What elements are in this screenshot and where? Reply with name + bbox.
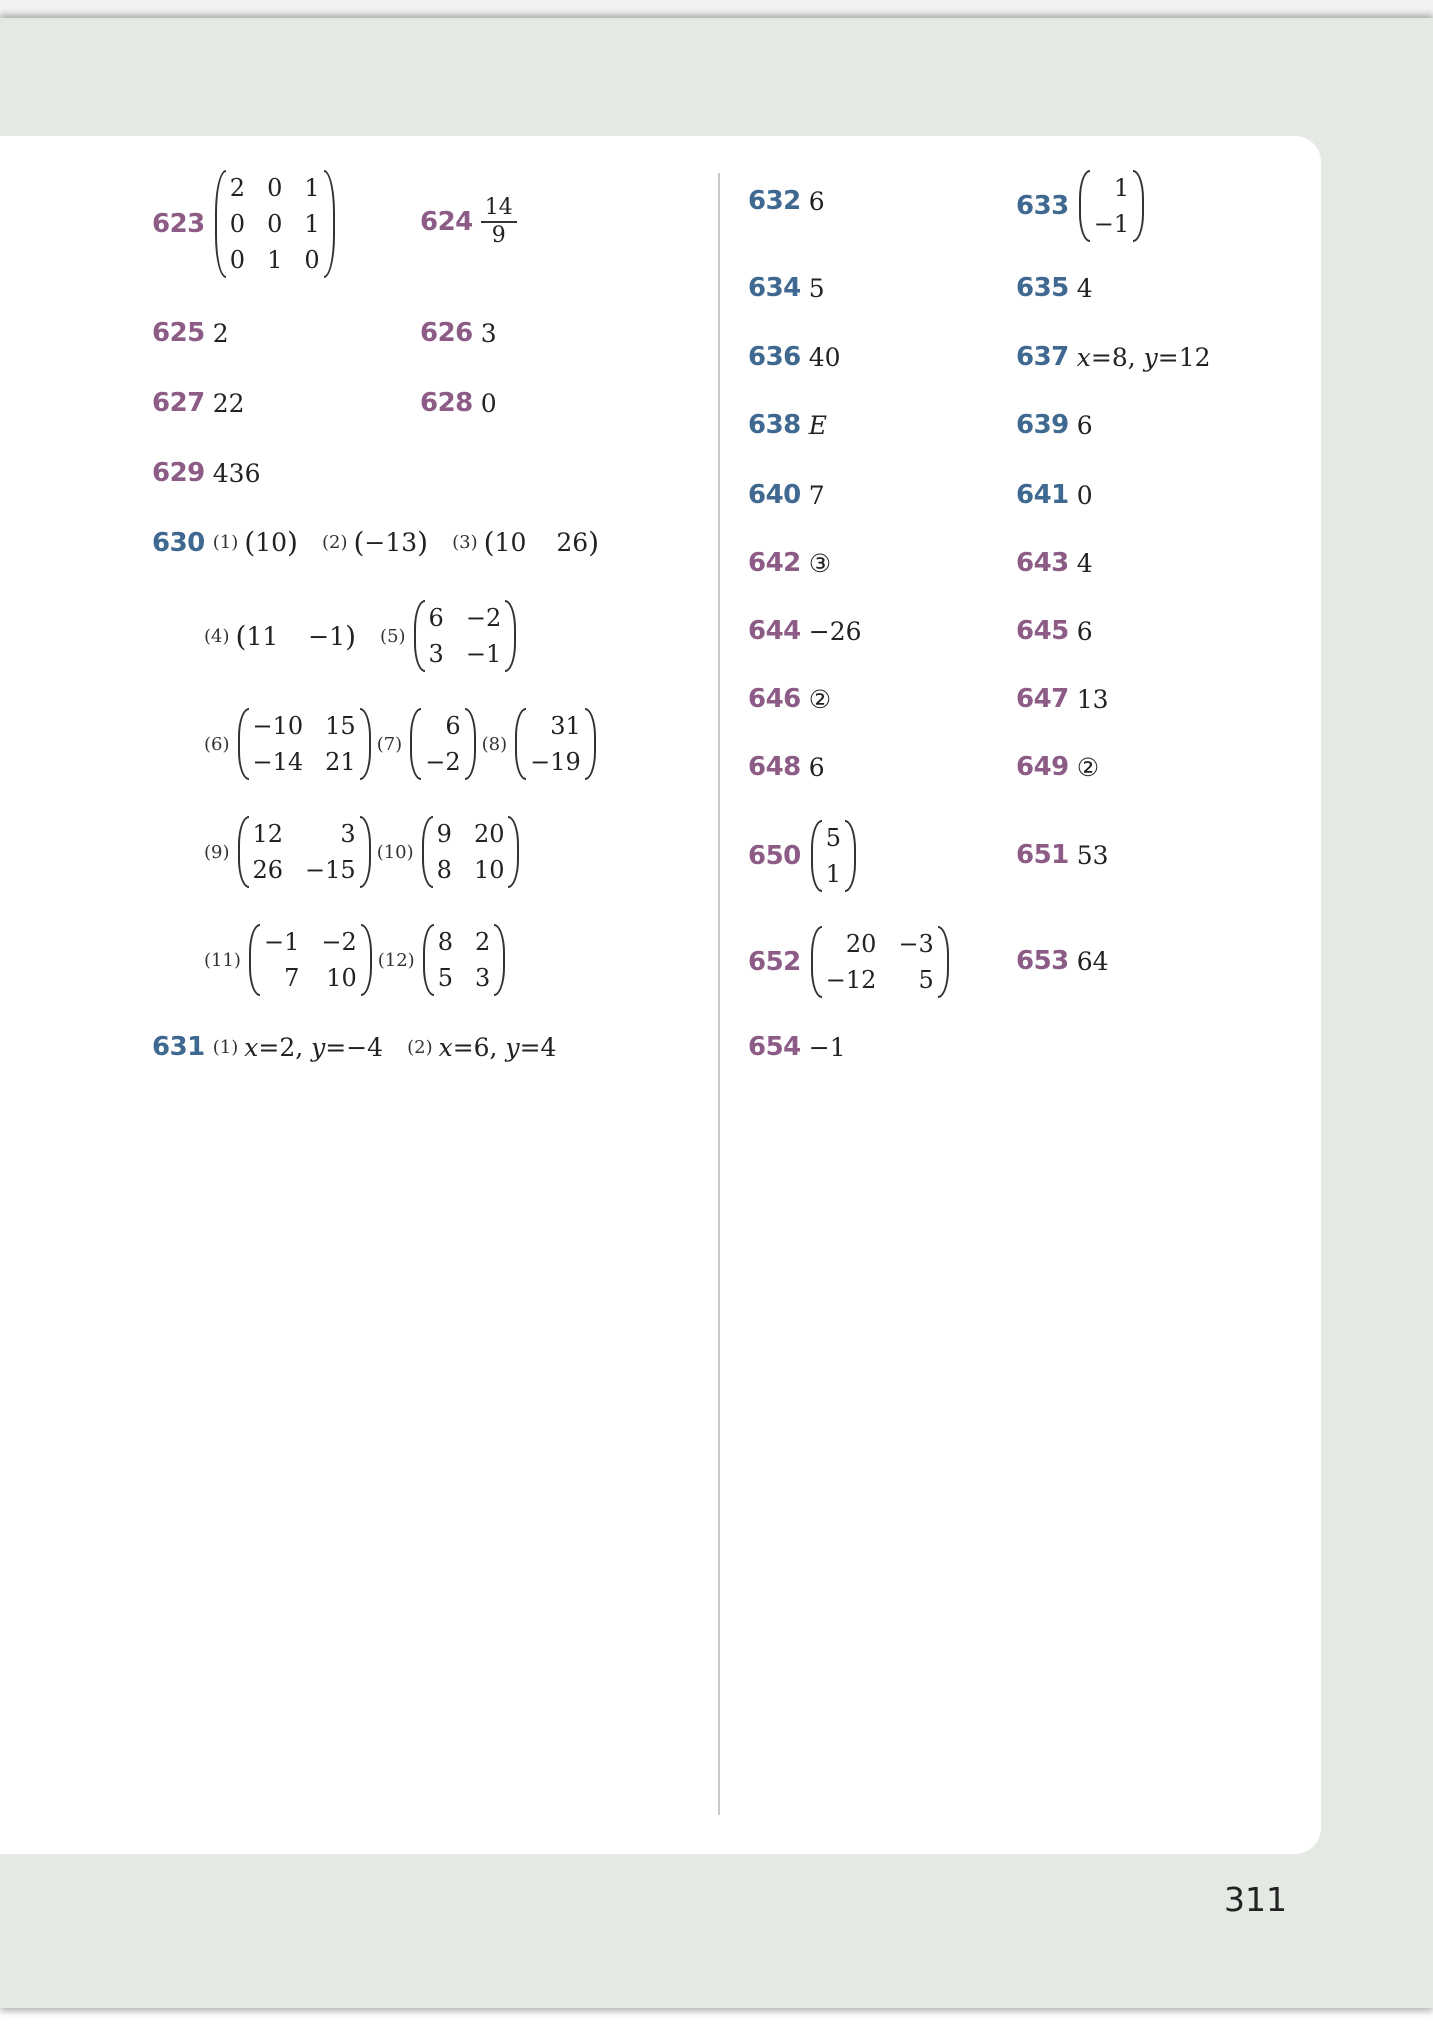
- answer-649: [1016, 752, 1099, 782]
- answer-631: [152, 1032, 556, 1062]
- matrix-grid: [526, 708, 585, 780]
- matrix-entry: −1: [1093, 210, 1130, 238]
- answer-626: [420, 318, 497, 348]
- row-vector: ( 10 26 ): [483, 526, 600, 559]
- question-number: 624: [420, 207, 473, 237]
- answer-635: [1016, 273, 1093, 303]
- answer-value: 22: [212, 388, 245, 418]
- top-strip: [0, 0, 1433, 18]
- matrix-entry: −10: [252, 712, 304, 740]
- answer-value: 13: [1076, 684, 1109, 714]
- answer-653: [1016, 946, 1109, 976]
- matrix-entry: 1: [267, 246, 283, 274]
- answer-value: 6: [808, 186, 825, 216]
- matrix-entry: 0: [304, 246, 320, 274]
- matrix-entry: −14: [252, 748, 304, 776]
- answer-627: [152, 388, 245, 418]
- answer-633: [1016, 170, 1146, 242]
- right-paren: [360, 816, 371, 888]
- matrix: [1079, 170, 1144, 242]
- right-paren: [360, 708, 371, 780]
- answer-value: 436: [212, 458, 261, 488]
- matrix-entry: −15: [305, 856, 356, 884]
- answer-value: x=2, y=−4: [244, 1032, 384, 1062]
- part-label: (7): [376, 733, 403, 755]
- question-number: 640: [748, 480, 801, 510]
- answer-value: 6: [808, 752, 825, 782]
- matrix-entry: −2: [465, 604, 502, 632]
- matrix-entry: 3: [340, 820, 356, 848]
- question-number: 633: [1016, 191, 1069, 221]
- matrix-entry: 10: [473, 856, 505, 884]
- matrix-entry: −12: [825, 966, 877, 994]
- answer-644: [748, 616, 862, 646]
- matrix-grid: [1090, 170, 1133, 242]
- answer-630-row-3: [204, 708, 598, 780]
- question-number: 627: [152, 388, 205, 418]
- answer-632: [748, 186, 825, 216]
- matrix-entry: 31: [550, 712, 581, 740]
- vector-entry: 10: [494, 528, 527, 557]
- matrix-entry: 6: [445, 712, 461, 740]
- question-number: 630: [152, 527, 205, 558]
- answer-value: 40: [808, 342, 841, 372]
- question-number: 643: [1016, 548, 1069, 578]
- question-number: 623: [152, 209, 205, 239]
- matrix-entry: −1: [263, 928, 300, 956]
- left-paren: [215, 170, 226, 278]
- matrix-entry: −3: [898, 930, 934, 958]
- question-number: 648: [748, 752, 801, 782]
- answer-value: 4: [1076, 548, 1093, 578]
- vector-entry: −1: [308, 621, 346, 651]
- right-paren: [465, 708, 476, 780]
- answer-647: [1016, 684, 1109, 714]
- matrix-entry: 5: [825, 824, 842, 852]
- answer-623: [152, 170, 337, 278]
- part-label: (8): [481, 733, 508, 755]
- matrix: [414, 600, 517, 672]
- part-label: (9): [204, 841, 230, 863]
- denominator: 9: [491, 223, 506, 248]
- matrix: [238, 816, 371, 888]
- part-label: (2): [407, 1036, 433, 1058]
- right-paren: [324, 170, 335, 278]
- matrix-entry: 0: [229, 246, 246, 274]
- matrix: [811, 820, 856, 892]
- matrix: [249, 924, 372, 996]
- answer-value: x=6, y=4: [438, 1032, 557, 1062]
- right-paren: [494, 924, 505, 996]
- right-paren: [361, 924, 372, 996]
- answer-value: 0: [480, 388, 497, 418]
- matrix-entry: 8: [436, 856, 452, 884]
- question-number: 651: [1016, 840, 1069, 870]
- answer-value: 64: [1076, 946, 1109, 976]
- part-label: (12): [377, 949, 415, 971]
- question-number: 646: [748, 684, 801, 714]
- matrix-entry: 7: [284, 964, 300, 992]
- answer-value: ③: [808, 548, 832, 578]
- part-label: (1): [212, 532, 239, 553]
- left-paren: [423, 924, 434, 996]
- matrix-grid: [822, 926, 938, 998]
- matrix-entry: −19: [530, 748, 581, 776]
- answer-646: [748, 684, 831, 714]
- question-number: 634: [748, 273, 801, 303]
- answer-639: [1016, 410, 1093, 440]
- answer-642: [748, 548, 831, 578]
- question-number: 652: [748, 947, 801, 977]
- question-number: 649: [1016, 752, 1069, 782]
- matrix: [238, 708, 371, 780]
- part-label: (10): [376, 841, 414, 863]
- answer-value: 53: [1076, 840, 1109, 870]
- right-paren: [845, 820, 856, 892]
- answer-value: 3: [480, 318, 497, 348]
- answer-630-row-2: [204, 600, 518, 672]
- answer-651: [1016, 840, 1109, 870]
- matrix-entry: 20: [845, 930, 877, 958]
- part-label: (11): [204, 949, 241, 971]
- right-paren: [1133, 170, 1144, 242]
- right-paren: [585, 708, 596, 780]
- answer-value: 0: [1076, 480, 1093, 510]
- answer-value: 6: [1076, 410, 1093, 440]
- left-paren: [1079, 170, 1090, 242]
- left-paren: [238, 816, 249, 888]
- part-label: (6): [204, 733, 230, 755]
- part-label: (1): [212, 1036, 239, 1058]
- matrix-grid: [249, 816, 360, 888]
- part-label: (3): [452, 532, 478, 553]
- part-label: (4): [204, 625, 230, 647]
- matrix-entry: 8: [437, 928, 453, 956]
- matrix-entry: 2: [229, 174, 246, 202]
- answer-650: [748, 820, 858, 892]
- question-number: 642: [748, 548, 801, 578]
- question-number: 635: [1016, 273, 1069, 303]
- question-number: 625: [152, 318, 205, 348]
- answer-624: [420, 196, 517, 248]
- answer-value: 6: [1076, 616, 1093, 646]
- question-number: 626: [420, 318, 473, 348]
- page-number: 311: [1224, 1880, 1287, 1919]
- question-number: 653: [1016, 946, 1069, 976]
- part-label: (2): [321, 532, 348, 553]
- matrix: [410, 708, 475, 780]
- matrix-entry: 6: [428, 604, 444, 632]
- left-paren: [410, 708, 421, 780]
- left-paren: [238, 708, 249, 780]
- matrix-entry: 0: [229, 210, 246, 238]
- matrix-grid: [822, 820, 845, 892]
- matrix-entry: −1: [465, 640, 502, 668]
- answer-643: [1016, 548, 1093, 578]
- matrix-entry: 5: [918, 966, 934, 994]
- question-number: 645: [1016, 616, 1069, 646]
- matrix: [811, 926, 949, 998]
- matrix-entry: 2: [474, 928, 491, 956]
- answer-625: [152, 318, 229, 348]
- answer-640: [748, 480, 825, 510]
- matrix-entry: −2: [425, 748, 461, 776]
- vector-entry: 26: [556, 528, 589, 557]
- answer-629: [152, 458, 261, 488]
- question-number: 629: [152, 458, 205, 488]
- matrix: [423, 924, 506, 996]
- answer-638: [748, 410, 827, 440]
- matrix: [422, 816, 520, 888]
- matrix-grid: [425, 600, 506, 672]
- question-number: 639: [1016, 410, 1069, 440]
- answer-630-row-5: [204, 924, 507, 996]
- numerator: 14: [484, 195, 513, 220]
- question-number: 654: [748, 1032, 801, 1062]
- left-paren: [414, 600, 425, 672]
- left-paren: [515, 708, 526, 780]
- left-paren: [249, 924, 260, 996]
- answer-value: E: [808, 410, 828, 440]
- matrix-entry: 26: [252, 856, 284, 884]
- fraction: [481, 196, 517, 248]
- question-number: 637: [1016, 342, 1069, 372]
- matrix-entry: 5: [437, 964, 453, 992]
- matrix-entry: 1: [304, 174, 320, 202]
- answer-648: [748, 752, 825, 782]
- answer-652: [748, 926, 951, 998]
- part-label: (5): [380, 625, 406, 647]
- answer-641: [1016, 480, 1093, 510]
- answer-630-row-4: [204, 816, 521, 888]
- matrix: [515, 708, 596, 780]
- matrix-entry: −2: [321, 928, 357, 956]
- matrix-entry: 9: [436, 820, 452, 848]
- answer-634: [748, 273, 825, 303]
- answer-value: ②: [808, 684, 832, 714]
- answer-value: x=8, y=12: [1076, 342, 1211, 372]
- question-number: 650: [748, 841, 801, 871]
- answer-value: −26: [808, 616, 862, 646]
- matrix-entry: 15: [325, 712, 356, 740]
- vector-entry: 10: [255, 528, 288, 557]
- vector-entry: 11: [246, 621, 279, 651]
- matrix-grid: [249, 708, 360, 780]
- row-vector: ( 10 ): [244, 526, 298, 559]
- matrix-grid: [226, 170, 324, 278]
- matrix-grid: [433, 816, 509, 888]
- matrix-entry: 10: [326, 964, 357, 992]
- matrix-entry: 0: [267, 174, 283, 202]
- question-number: 644: [748, 616, 801, 646]
- matrix-entry: 0: [267, 210, 283, 238]
- left-paren: [811, 926, 822, 998]
- question-number: 632: [748, 186, 801, 216]
- answer-636: [748, 342, 841, 372]
- matrix-entry: 1: [1113, 174, 1130, 202]
- question-number: 641: [1016, 480, 1069, 510]
- matrix-entry: 1: [304, 210, 320, 238]
- answer-value: 2: [212, 318, 229, 348]
- matrix-entry: 3: [428, 640, 444, 668]
- answer-value: ②: [1076, 752, 1100, 782]
- left-paren: [811, 820, 822, 892]
- vector-entry: −13: [364, 528, 418, 557]
- answer-637: [1016, 342, 1211, 372]
- question-number: 636: [748, 342, 801, 372]
- right-paren: [505, 600, 516, 672]
- answer-value: −1: [808, 1032, 846, 1062]
- left-paren: [422, 816, 433, 888]
- right-paren: [938, 926, 949, 998]
- row-vector: ( 11 −1 ): [235, 619, 357, 653]
- answer-628: [420, 388, 497, 418]
- matrix-entry: 3: [474, 964, 491, 992]
- row-vector: ( −13 ): [353, 526, 429, 559]
- matrix-entry: 1: [825, 860, 842, 888]
- answer-654: [748, 1032, 846, 1062]
- matrix-entry: 12: [252, 820, 284, 848]
- matrix-entry: 20: [473, 820, 505, 848]
- answer-value: 7: [808, 480, 825, 510]
- right-paren: [508, 816, 519, 888]
- question-number: 638: [748, 410, 801, 440]
- question-number: 647: [1016, 684, 1069, 714]
- question-number: 628: [420, 388, 473, 418]
- matrix-grid: [260, 924, 361, 996]
- question-number: 631: [152, 1032, 205, 1062]
- matrix: [215, 170, 335, 278]
- answer-645: [1016, 616, 1093, 646]
- matrix-entry: 21: [325, 748, 356, 776]
- answer-value: 5: [808, 273, 825, 303]
- matrix-grid: [421, 708, 464, 780]
- answer-value: 4: [1076, 273, 1093, 303]
- matrix-grid: [434, 924, 495, 996]
- answer-630: [152, 526, 599, 559]
- column-divider: [718, 173, 720, 1815]
